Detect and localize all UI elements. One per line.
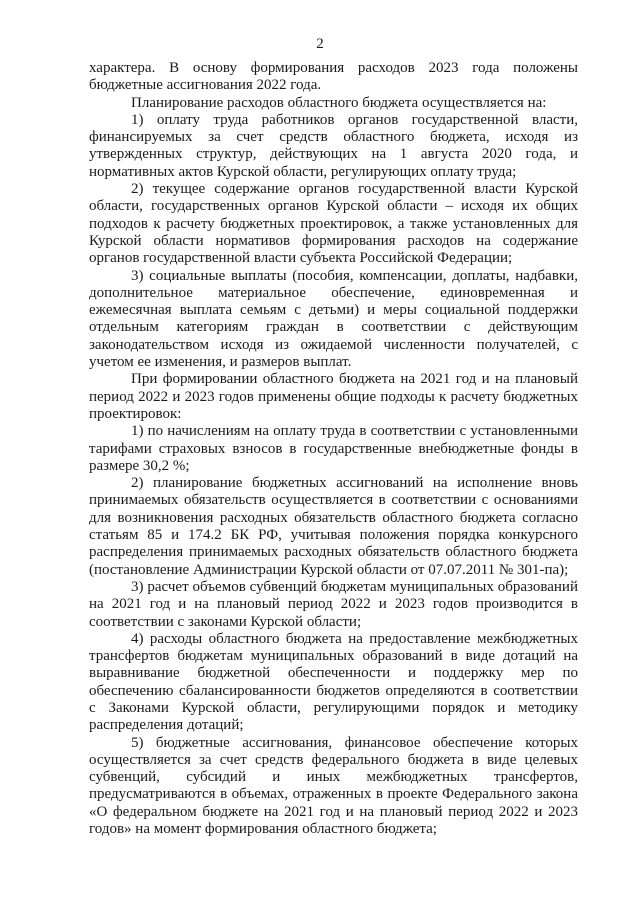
paragraph-planning-intro: Планирование расходов областного бюджета осуществляется на: xyxy=(131,94,547,111)
list-item-transfers: 4) расходы областного бюджета на предоставление межбюджетных трансфертов бюджетам муниципальных образований в виде дотаций на выравнивание бюджетной обеспеченности и поддержку мер по обеспечению сбалансированности бюджетов определяются в соответствии с Законами Курской области, регулирующими порядок и методику распределения дотаций; xyxy=(89,630,578,734)
list-item-new-obligations: 2) планирование бюджетных ассигнований на исполнение вновь принимаемых обязательств осуществляется в соответствии с основаниями для возникновения расходных обязательств областного бюджета согласно статьям 85 и 174.2 БК РФ, учитывая положения порядка конкурсного распределения принимаемых расходных обязательств областного бюджета (постановление Администрации Курской области от 07.07.2011 № 301-па); xyxy=(89,475,578,578)
page-number: 2 xyxy=(316,36,324,52)
list-item-insurance: 1) по начислениям на оплату труда в соответствии с установленными тарифами страховых взносов в государственные внебюджетные фонды в размере 30,2 %; xyxy=(89,423,578,474)
list-item-maintenance: 2) текущее содержание органов государственной власти Курской области, государственных органов Курской области – исходя их общих подходов к расчету бюджетных проектировок, а также установленных для Курской области нормативов формирования расходов на содержание органов государственной власти субъекта Российской Федерации; xyxy=(89,181,578,267)
list-item-subventions: 3) расчет объемов субвенций бюджетам муниципальных образований на 2021 год и на плановый период 2022 и 2023 годов производится в соответствии с законами Курской области; xyxy=(89,578,578,630)
paragraph-approaches-intro: При формировании областного бюджета на 2021 год и на плановый период 2022 и 2023 годов применены общие подходы к расчету бюджетных проектировок: xyxy=(89,371,578,422)
document-body xyxy=(89,60,578,838)
list-item-social-payments: 3) социальные выплаты (пособия, компенсации, доплаты, надбавки, дополнительное материальное обеспечение, единовременная и ежемесячная выплата семьям с детьми) и меры социальной поддержки отдельным категориям граждан в соответствии с действующим законодательством исходя из ожидаемой численности получателей, с учетом ее изменения, и размеров выплат. xyxy=(89,267,578,371)
list-item-salary: 1) оплату труда работников органов государственной власти, финансируемых за счет средств областного бюджета, исходя из утвержденных структур, действующих на 1 августа 2020 года, и нормативных актов Курской области, регулирующих оплату труда; xyxy=(89,111,578,180)
paragraph-continuation: характера. В основу формирования расходов 2023 года положены бюджетные ассигнования 2022 года. xyxy=(89,60,578,94)
list-item-federal-funds: 5) бюджетные ассигнования, финансовое обеспечение которых осуществляется за счет средств федерального бюджета в виде целевых субвенций, субсидий и иных межбюджетных трансфертов, предусматриваются в объемах, отраженных в проекте Федерального закона «О федеральном бюджете на 2021 год и на плановый период 2022 и 2023 годов» на момент формирования областного бюджета; xyxy=(89,734,578,838)
